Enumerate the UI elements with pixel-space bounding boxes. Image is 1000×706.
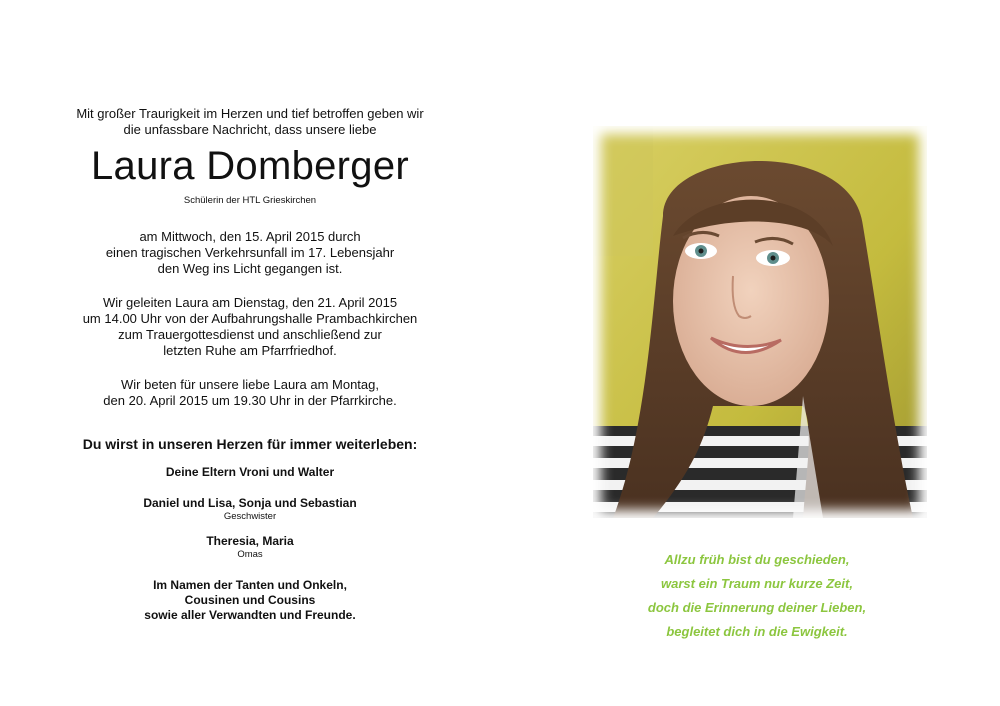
portrait-photo (593, 126, 927, 518)
intro-text: Mit großer Traurigkeit im Herzen und tief betroffen geben wir die unfassbare Nachricht, dass unsere liebe (76, 106, 424, 137)
death-notice: am Mittwoch, den 15. April 2015 durch einen tragischen Verkehrsunfall im 17. Lebensjahr den Weg ins Licht gegangen ist. (105, 229, 395, 276)
portrait-illustration (593, 126, 927, 518)
prayer-notice: Wir beten für unsere liebe Laura am Montag, den 20. April 2015 um 19.30 Uhr in der Pfarrkirche. (103, 377, 397, 408)
funeral-notice: Wir geleiten Laura am Dienstag, den 21. April 2015 um 14.00 Uhr von der Aufbahrungshalle Prambachkirchen zum Trauergottesdienst und anschließend zur letzten Ruhe am Pfarrfriedhof. (82, 295, 418, 358)
family-parents: Deine Eltern Vroni und Walter (165, 465, 335, 479)
family-grandmothers-label: Omas (237, 549, 263, 560)
farewell-heading: Du wirst in unseren Herzen für immer weiterleben: (82, 436, 418, 452)
family-siblings-label: Geschwister (223, 511, 277, 522)
background-corner (593, 126, 653, 256)
family-grandmothers: Theresia, Maria (206, 534, 294, 548)
memorial-poem: Allzu früh bist du geschieden, warst ein Traum nur kurze Zeit, doch die Erinnerung deiner Lieben, begleitet dich in die Ewigkeit. (647, 552, 867, 639)
deceased-name: Laura Domberger (91, 144, 409, 188)
family-siblings: Daniel und Lisa, Sonja und Sebastian (143, 496, 357, 510)
family-relatives: Im Namen der Tanten und Onkeln, Cousinen und Cousins sowie aller Verwandten und Freunde. (144, 578, 356, 622)
deceased-subtitle: Schülerin der HTL Grieskirchen (183, 195, 317, 206)
notice-text-column (40, 106, 460, 623)
